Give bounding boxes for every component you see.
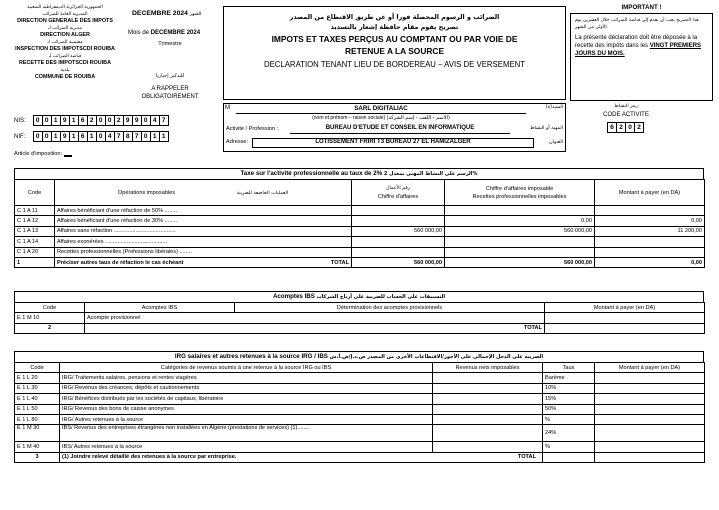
- irg-label: IBS/ Autres retenues à la source: [60, 442, 433, 452]
- ibs-total-label: TOTAL: [85, 323, 545, 333]
- table-row: [15, 206, 705, 216]
- table-row: [15, 383, 705, 393]
- address-ar: العنوان: [549, 140, 563, 145]
- direction-line: DIRECTION ALGER: [40, 32, 90, 38]
- table-row: [15, 404, 705, 414]
- trimestre: Trimestre: [158, 41, 182, 47]
- name-ar: السيد(ة): [545, 105, 563, 110]
- tap-label: Affaires exonérées ........................................: [55, 237, 352, 247]
- month-line: Mois de DECEMBRE 2024: [128, 30, 201, 36]
- table-row: [15, 394, 705, 404]
- irg-h-rev: Revenus nets imposables: [433, 363, 543, 373]
- nif-digit: 9: [60, 131, 70, 142]
- irg-label: IBS/ Revenus des entreprises étrangères non installées en Algérie (prestations de services) (1)........: [60, 425, 433, 442]
- irg-label: IRG/ Traitements salaires, pensions et rentes viagères: [60, 373, 433, 383]
- tap-code: C 1 A 14: [15, 237, 55, 247]
- period-block: [120, 6, 220, 104]
- address-label: Adresse:: [226, 139, 249, 145]
- irg-mnt[interactable]: [595, 383, 705, 393]
- nis-digit: 9: [60, 115, 70, 126]
- ibs-table: [14, 302, 705, 334]
- tap-cai[interactable]: [445, 206, 595, 216]
- tap-cai[interactable]: 0,00: [445, 216, 595, 226]
- recette-line: RECETTE DES IMPOTSCDI ROUIBA: [19, 60, 111, 66]
- irg-mnt[interactable]: [595, 442, 705, 452]
- nis-digit: 0: [141, 115, 151, 126]
- ibs-total-row: [15, 323, 705, 333]
- nis-digit: 2: [87, 115, 97, 126]
- nis-digit: 9: [132, 115, 142, 126]
- ibs-title: Acomptes IBS التسبيقات على الحساب للضريبة على أرباح الشركات: [14, 291, 704, 302]
- header-left: [14, 4, 116, 81]
- table-row: [15, 442, 705, 452]
- important-fr: La présente déclaration doit être déposée à la recette des impôts dans les: [575, 35, 698, 49]
- irg-rev[interactable]: [433, 373, 543, 383]
- tap-header-row: [15, 180, 705, 206]
- title-ar-1: الضرائب و الرسوم المحصلة فورا أو عن طريق الاقتطاع من المصدر: [289, 13, 500, 21]
- tap-total-num: 1: [15, 257, 55, 267]
- irg-total-row: [15, 452, 705, 462]
- irg-taux: %: [543, 442, 595, 452]
- republic-ar: الجمهورية الجزائرية الديمقراطية الشعبية: [27, 5, 103, 10]
- nif-row: [14, 131, 224, 142]
- tap-h-ca: رقم الأعمال Chiffre d'affaires: [352, 180, 445, 206]
- irg-section: [14, 351, 704, 463]
- nif-digit: 7: [114, 131, 124, 142]
- article-label: Article d'imposition:: [14, 151, 63, 157]
- nif-digit: 8: [123, 131, 133, 142]
- irg-code: E 1 M 40: [15, 442, 60, 452]
- important-ar: هذا التصريح يجب أن يقدم إلى قباضة الضرائب خلال العشرين يوم الأولى من الشهر.: [575, 18, 699, 30]
- tap-table: [14, 179, 705, 268]
- title-fr-3: DECLARATION TENANT LIEU DE BORDEREAU – AVIS DE VERSEMENT: [263, 60, 526, 69]
- irg-total-taux: [543, 452, 595, 462]
- address-value: LOTISSEMENT FRIRI T3 BUREAU 27 EL HAMIZALGER: [252, 138, 534, 148]
- irg-total-num: 3: [15, 452, 60, 462]
- tap-title: Taxe sur l'activité professionnelle au taux de 2% الرسم على النشاط المهني بمعدل 2%: [14, 168, 704, 179]
- nis-digit: 1: [69, 115, 79, 126]
- article-row: [14, 151, 72, 157]
- ibs-header-row: [15, 303, 705, 313]
- tap-mnt[interactable]: 11 200,00: [595, 226, 705, 236]
- title-box: [223, 6, 566, 100]
- tap-label: Affaires sans réfaction ........................................: [55, 226, 352, 236]
- irg-code: E 1 L 40: [15, 394, 60, 404]
- irg-code: E 1 L 30: [15, 383, 60, 393]
- tap-ca[interactable]: 560 000,00: [352, 226, 445, 236]
- activity-value: BUREAU D'ETUDE ET CONSEIL EN INFORMATIQUE: [290, 125, 510, 134]
- tap-ca[interactable]: [352, 247, 445, 257]
- insp-ar: مفتشية الضرائب لـ: [47, 40, 83, 45]
- code-digit: 2: [634, 122, 644, 133]
- code-digit: 6: [607, 122, 617, 133]
- nis-digit: 2: [114, 115, 124, 126]
- ibs-mnt[interactable]: [545, 313, 705, 323]
- ibs-code: E 1 M 10: [15, 313, 85, 323]
- nif-digit: 0: [96, 131, 106, 142]
- rec-ar: قباضة الضرائب لـ: [48, 54, 82, 59]
- tap-code: C 1 A 11: [15, 206, 55, 216]
- tap-code: C 1 A 13: [15, 226, 55, 236]
- tap-total-label: Préciser autres taux de réfaction le cas échéant TOTAL: [55, 257, 352, 267]
- nis-digit: 9: [123, 115, 133, 126]
- irg-taux: 50%: [543, 404, 595, 414]
- dg-ar: المديرية العامة للضرائب: [42, 12, 88, 17]
- irg-taux: Barème: [543, 373, 595, 383]
- ibs-label: Acompte provisionnel: [85, 313, 545, 323]
- table-row: [15, 226, 705, 236]
- irg-rev[interactable]: [433, 394, 543, 404]
- tap-ca[interactable]: [352, 237, 445, 247]
- nis-label: NIS:: [14, 118, 26, 124]
- tap-mnt[interactable]: 0,00: [595, 216, 705, 226]
- irg-taux: 10%: [543, 383, 595, 393]
- irg-h-mnt: Montant à payer (en DA): [595, 363, 705, 373]
- irg-code: E 1 L 50: [15, 404, 60, 414]
- table-row: [15, 313, 705, 323]
- company-name: SARL DIGITALIAC: [236, 105, 526, 114]
- tap-total-cai: 560 000,00: [445, 257, 595, 267]
- tap-label: Recettes professionnelles (Professions libérales) ........: [55, 247, 352, 257]
- irg-title: IRG salaires et autres retenues à la source IRG / IBS الضريبة على الدخل الإجمالي على الأجور/الاقتطاعات الأخرى من المصدر ض.د.إ/ض.أ.ش: [14, 351, 704, 362]
- commune-line: بلدية COMMUNE DE ROUIBA: [34, 68, 96, 80]
- nif-digit: 0: [141, 131, 151, 142]
- ibs-h-mnt: Montant à payer (en DA): [545, 303, 705, 313]
- tap-cai[interactable]: [445, 247, 595, 257]
- important-box: [570, 4, 713, 96]
- nif-digit: 4: [105, 131, 115, 142]
- identity-box: [223, 103, 566, 152]
- important-title: IMPORTANT !: [621, 4, 662, 11]
- nif-digit: 7: [132, 131, 142, 142]
- ibs-h-code: Code: [15, 303, 85, 313]
- activity-ar: المهنة أو النشاط: [530, 126, 563, 131]
- activity-label: Activité / Profession :: [226, 126, 279, 132]
- irg-rev[interactable]: [433, 414, 543, 424]
- irg-h-code: Code: [15, 363, 60, 373]
- name-hint: (nom et prénom – raison sociale) (الاسم - اللقب - إسم الشركة): [312, 115, 450, 121]
- nif-digits: [32, 134, 169, 140]
- ibs-total-mnt: [545, 323, 705, 333]
- table-row: [15, 414, 705, 424]
- irg-mnt[interactable]: [595, 414, 705, 424]
- irg-rev[interactable]: [433, 404, 543, 414]
- ibs-total-num: 2: [15, 323, 85, 333]
- nif-digit: 1: [69, 131, 79, 142]
- tap-section: [14, 168, 704, 268]
- important-body: [570, 13, 713, 101]
- irg-h-taux: Taux: [543, 363, 595, 373]
- irg-header-row: [15, 363, 705, 373]
- nif-digit: 1: [51, 131, 61, 142]
- nis-row: [14, 115, 224, 126]
- irg-table: [14, 362, 705, 463]
- nis-digit: 0: [105, 115, 115, 126]
- irg-label: IRG/ Revenus des bons de caisse anonymes: [60, 404, 433, 414]
- ibs-section: [14, 291, 704, 334]
- tap-h-code: Code: [15, 180, 55, 206]
- irg-label: IRG/ Revenus des créances, dépôts et cautionnements: [60, 383, 433, 393]
- nif-digit: 0: [33, 131, 43, 142]
- inspection-line: INSPECTION DES IMPOTSCDI ROUIBA: [15, 46, 115, 52]
- irg-code: E 1 L 20: [15, 373, 60, 383]
- tap-code: C 1 A 12: [15, 216, 55, 226]
- irg-taux: %: [543, 414, 595, 424]
- irg-rev[interactable]: [433, 383, 543, 393]
- nis-digit: 6: [78, 115, 88, 126]
- irg-rev[interactable]: [433, 442, 543, 452]
- irg-h-cat: Catégories de revenus soumis à une retenue à la source IRG ou IBS: [60, 363, 433, 373]
- irg-code: E 1 L 80: [15, 414, 60, 424]
- dir-ar: مديرية الضرائب لـ: [48, 26, 82, 31]
- tap-cai[interactable]: 560 000,00: [445, 226, 595, 236]
- tap-label: Affaires bénéficiant d'une réfaction de 50% ........: [55, 206, 352, 216]
- dg-label: DIRECTION GENERALE DES IMPOTS: [17, 18, 113, 24]
- nif-digit: 1: [87, 131, 97, 142]
- tap-mnt[interactable]: [595, 237, 705, 247]
- code-activite-block: [586, 104, 666, 133]
- table-row: [15, 237, 705, 247]
- nif-digit: 1: [150, 131, 160, 142]
- ibs-h-determ: Détermination des acomptes provisionnels: [235, 303, 545, 313]
- tap-h-cai: Chiffre d'affaires imposable Recettes professionnelles imposables: [445, 180, 595, 206]
- tap-total-row: [15, 257, 705, 267]
- nif-digit: 0: [42, 131, 52, 142]
- irg-mnt[interactable]: [595, 373, 705, 383]
- tap-ca[interactable]: [352, 206, 445, 216]
- irg-taux: 24%: [543, 425, 595, 442]
- code-ar: رمز النشاط: [614, 104, 638, 109]
- irg-mnt[interactable]: [595, 404, 705, 414]
- ibs-h-acomptes: Acomptes IBS: [85, 303, 235, 313]
- code-digit: 2: [616, 122, 626, 133]
- nis-digit: 0: [96, 115, 106, 126]
- nis-digit: 4: [150, 115, 160, 126]
- nif-digit: 1: [159, 131, 169, 142]
- irg-mnt[interactable]: [595, 394, 705, 404]
- irg-code: E 1 M 30: [15, 425, 60, 442]
- nis-digits: [32, 118, 169, 124]
- nif-label: NIF:: [14, 134, 26, 140]
- tap-total-mnt: 0,00: [595, 257, 705, 267]
- tap-code: C 1 A 20: [15, 247, 55, 257]
- nis-digit: 7: [159, 115, 169, 126]
- irg-total-label: (1) Joindre relevé détaillé des retenues à la source par entreprise. TOTAL: [60, 452, 543, 462]
- article-field[interactable]: [64, 151, 72, 157]
- title-fr-2: RETENUE A LA SOURCE: [344, 46, 445, 56]
- tap-label: Affaires bénéficiant d'une réfaction de 30% ........: [55, 216, 352, 226]
- tap-ca[interactable]: [352, 216, 445, 226]
- irg-label: IRG/ Autres retenues à la source: [60, 414, 433, 424]
- code-digits: [586, 122, 666, 133]
- month-top: DECEMBRE 2024 الشهر: [132, 10, 202, 17]
- irg-label: IRG/ Bénéfices distribués par les sociétés de capitaux, libératoire: [60, 394, 433, 404]
- table-row: [15, 216, 705, 226]
- nif-digit: 6: [78, 131, 88, 142]
- title-ar-2: تصريح يقوم مقام حافظة إشعار بالتسديد: [330, 23, 459, 31]
- tap-total-ca: 560 000,00: [352, 257, 445, 267]
- irg-mnt[interactable]: [595, 425, 705, 442]
- identity-m: M: [225, 105, 230, 111]
- code-label: CODE ACTIVITE: [603, 112, 649, 118]
- irg-total-mnt: [595, 452, 705, 462]
- tap-cai[interactable]: [445, 237, 595, 247]
- table-row: [15, 247, 705, 257]
- table-row: [15, 373, 705, 383]
- tap-mnt[interactable]: [595, 206, 705, 216]
- tap-h-mnt: Montant à payer (en DA): [595, 180, 705, 206]
- code-digit: 0: [625, 122, 635, 133]
- rappel-ar: للتذكير إجباريا: [155, 73, 185, 79]
- nis-digit: 0: [33, 115, 43, 126]
- table-row: [15, 425, 705, 442]
- tap-h-ops: Opérations imposables العمليات الخاضعة للضريبة: [55, 180, 352, 206]
- nis-digit: 0: [42, 115, 52, 126]
- important-fr-bold: VINGT PREMIERS JOURS DU MOIS.: [575, 43, 702, 57]
- irg-taux: 15%: [543, 394, 595, 404]
- title-fr-1: IMPOTS ET TAXES PERÇUS AU COMPTANT OU PAR VOIE DE: [271, 34, 518, 44]
- irg-rev[interactable]: [433, 425, 543, 442]
- nis-digit: 1: [51, 115, 61, 126]
- rappel: A RAPPELER OBLIGATOIREMENT: [141, 86, 199, 100]
- tap-mnt[interactable]: [595, 247, 705, 257]
